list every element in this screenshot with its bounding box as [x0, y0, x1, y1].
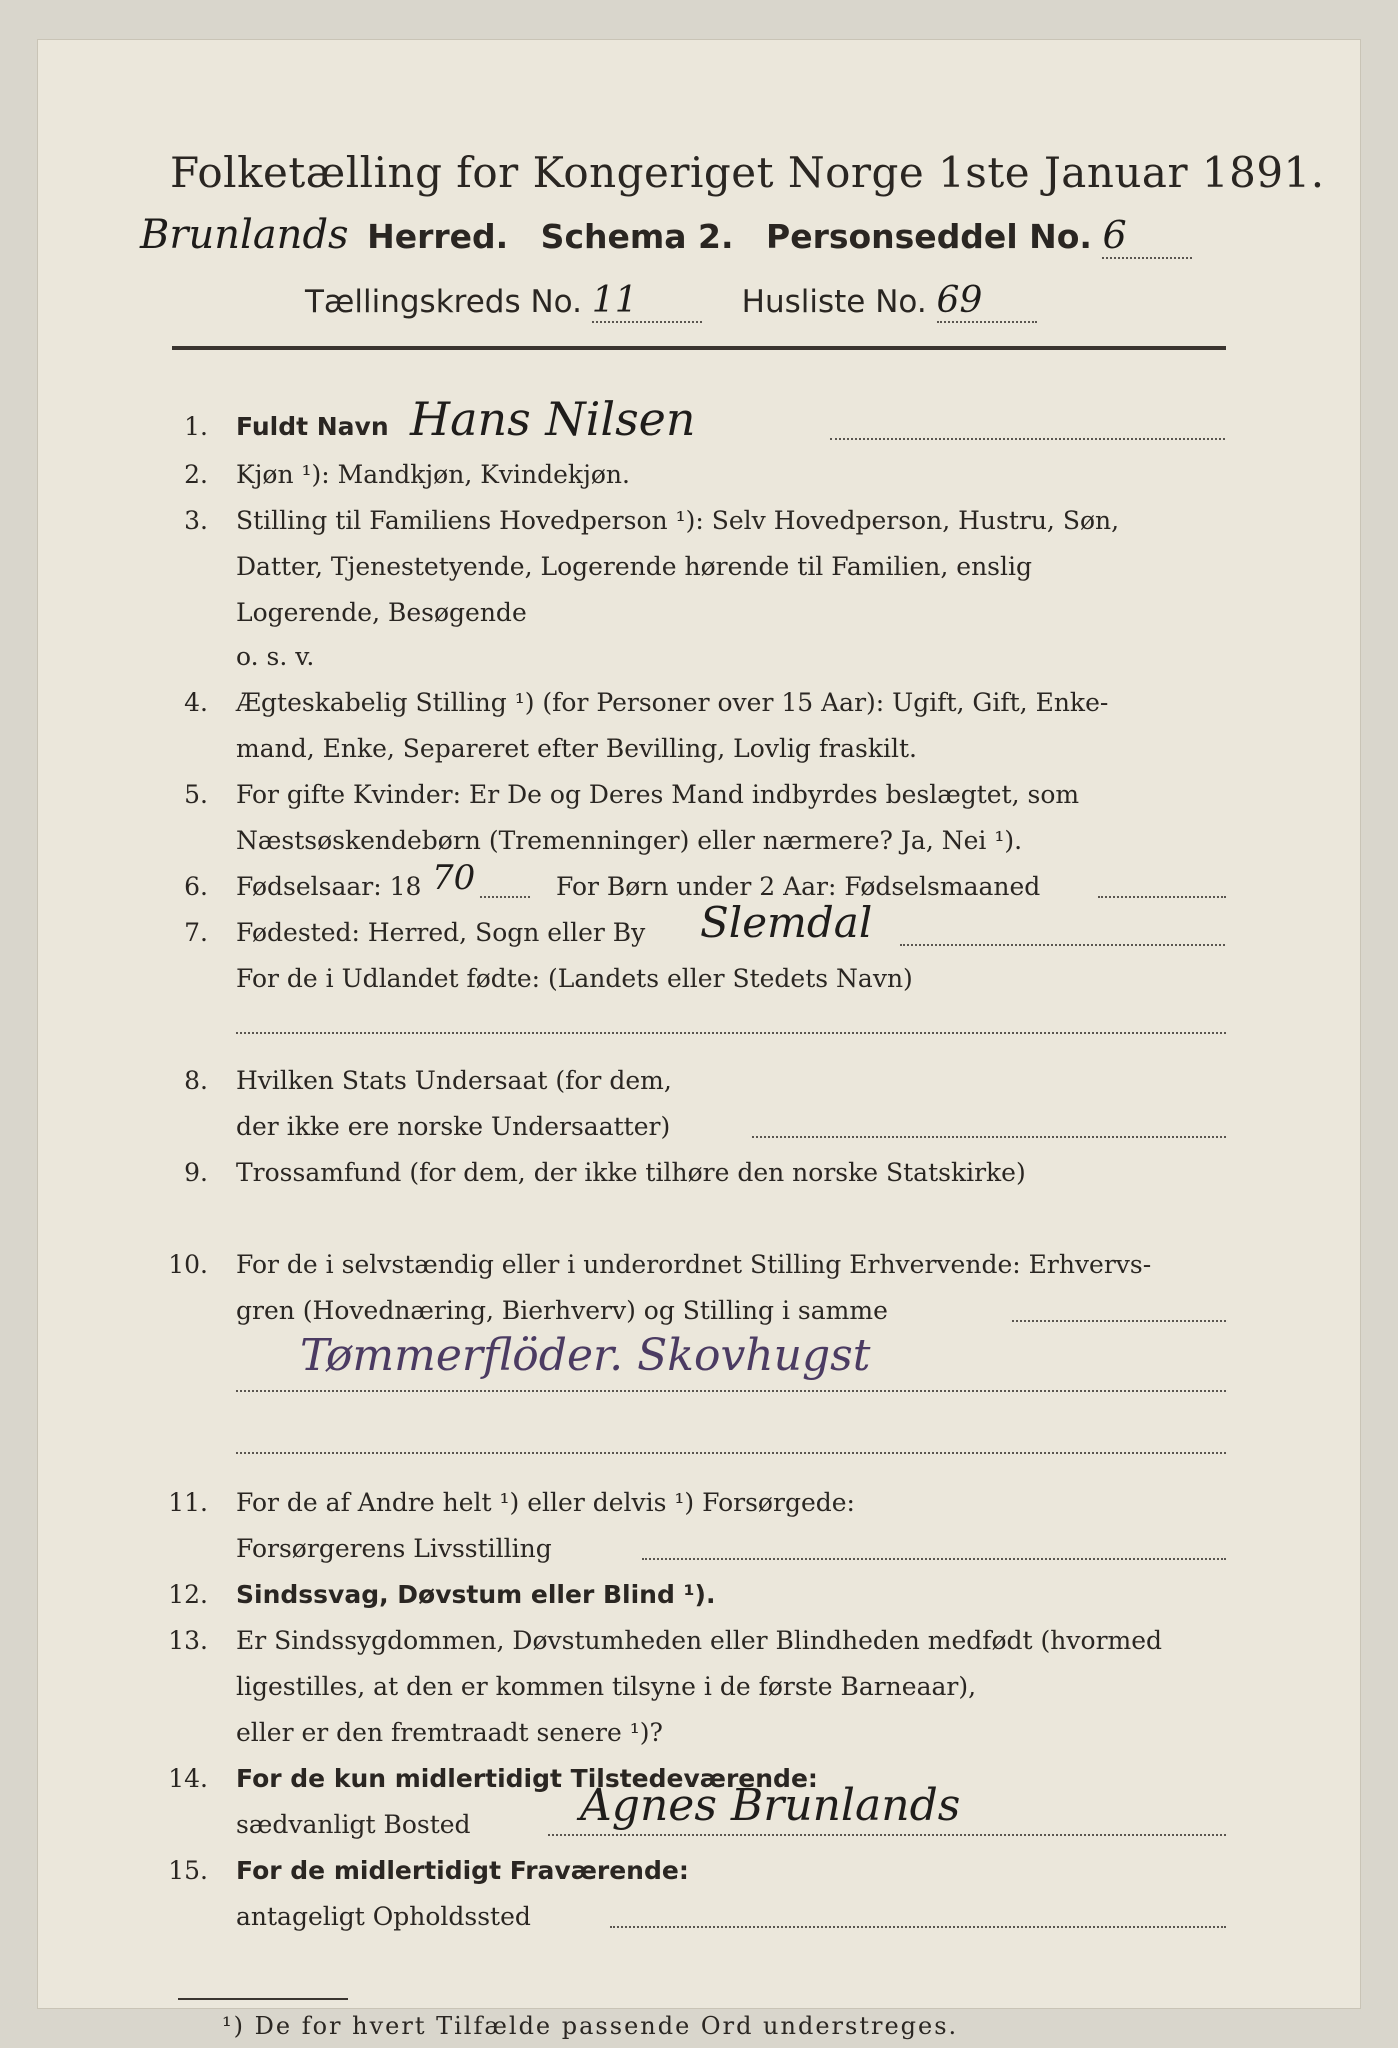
- footnote-rule: [178, 1998, 348, 2000]
- item-line: Hvilken Stats Undersaat (for dem,: [236, 1066, 672, 1095]
- item-line: Trossamfund (for dem, der ikke tilhøre den norske Statskirke): [236, 1158, 1026, 1187]
- item-line: Er Sindssygdommen, Døvstumheden eller Blindheden medfødt (hvormed: [236, 1626, 1163, 1655]
- item-line: Fuldt Navn: [236, 412, 389, 441]
- item-line: o. s. v.: [236, 642, 315, 671]
- herred-value: Brunlands: [140, 212, 349, 258]
- item-number: 13.: [168, 1626, 208, 1655]
- item-number: 5.: [184, 780, 208, 809]
- item-line: Næstsøskendebørn (Tremenninger) eller nærmere? Ja, Nei ¹).: [236, 826, 1023, 855]
- dotted-fill: [830, 438, 1225, 440]
- husliste-value: 69: [937, 280, 1037, 323]
- item-value: Agnes Brunlands: [580, 1780, 961, 1831]
- personseddel-label: Personseddel No.: [766, 217, 1092, 256]
- dotted-fill: [1098, 896, 1226, 898]
- item-line: Logerende, Besøgende: [236, 598, 527, 627]
- kreds-label: Tællingskreds No.: [305, 284, 582, 320]
- item-line: der ikke ere norske Undersaatter): [236, 1112, 671, 1141]
- item-number: 4.: [184, 688, 208, 717]
- item-number: 15.: [168, 1856, 208, 1885]
- dotted-fill: [236, 1390, 1226, 1392]
- item-value: Tømmerflöder. Skovhugst: [300, 1330, 871, 1381]
- item-number: 3.: [184, 506, 208, 535]
- census-form-sheet: [38, 40, 1360, 2008]
- item-line: Fødested: Herred, Sogn eller By: [236, 918, 646, 947]
- dotted-fill: [480, 896, 530, 898]
- item-line: Ægteskabelig Stilling ¹) (for Personer over 15 Aar): Ugift, Gift, Enke-: [236, 688, 1109, 717]
- item-value: 70: [432, 858, 476, 898]
- item-line: For de i selvstændig eller i underordnet Stilling Erhvervende: Erhvervs-: [236, 1250, 1152, 1279]
- item-line: Stilling til Familiens Hovedperson ¹): Selv Hovedperson, Hustru, Søn,: [236, 506, 1120, 535]
- item-line: gren (Hovednæring, Bierhverv) og Stilling i samme: [236, 1296, 888, 1325]
- dotted-fill: [236, 1452, 1226, 1454]
- item-number: 2.: [184, 460, 208, 489]
- item-value: Slemdal: [700, 898, 873, 947]
- item-value: Hans Nilsen: [410, 392, 696, 446]
- dotted-fill: [900, 944, 1225, 946]
- item-line: Kjøn ¹): Mandkjøn, Kvindekjøn.: [236, 460, 630, 489]
- item-line: Datter, Tjenestetyende, Logerende hørende til Familien, enslig: [236, 552, 1033, 581]
- dotted-fill: [1012, 1320, 1226, 1322]
- item-line: Sindssvag, Døvstum eller Blind ¹).: [236, 1580, 716, 1609]
- item-number: 7.: [184, 918, 208, 947]
- item-line: For de i Udlandet fødte: (Landets eller Stedets Navn): [236, 964, 913, 993]
- item-line: For gifte Kvinder: Er De og Deres Mand indbyrdes beslægtet, som: [236, 780, 1080, 809]
- item-line: For Børn under 2 Aar: Fødselsmaaned: [556, 872, 1041, 901]
- schema-label: Schema 2.: [540, 217, 734, 256]
- header-rule: [172, 346, 1226, 350]
- item-line: sædvanligt Bosted: [236, 1810, 471, 1839]
- dotted-fill: [752, 1136, 1226, 1138]
- item-number: 14.: [168, 1764, 208, 1793]
- item-line: Fødselsaar: 18: [236, 872, 422, 901]
- item-line: Forsørgerens Livsstilling: [236, 1534, 552, 1563]
- herred-line: [140, 212, 1192, 259]
- item-line: mand, Enke, Separeret efter Bevilling, Lovlig fraskilt.: [236, 734, 917, 763]
- dotted-fill: [548, 1834, 1226, 1836]
- kreds-line: [305, 280, 1037, 323]
- footnote: ¹) De for hvert Tilfælde passende Ord understreges.: [222, 2012, 959, 2040]
- kreds-value: 11: [592, 280, 702, 323]
- dotted-fill: [642, 1558, 1226, 1560]
- item-number: 1.: [184, 412, 208, 441]
- husliste-label: Husliste No.: [741, 284, 927, 320]
- item-number: 6.: [184, 872, 208, 901]
- item-line: antageligt Opholdssted: [236, 1902, 531, 1931]
- item-line: For de kun midlertidigt Tilstedeværende:: [236, 1764, 818, 1793]
- item-line: ligestilles, at den er kommen tilsyne i de første Barneaar),: [236, 1672, 977, 1701]
- personseddel-value: 6: [1102, 213, 1192, 259]
- item-number: 9.: [184, 1158, 208, 1187]
- item-number: 11.: [168, 1488, 208, 1517]
- item-number: 12.: [168, 1580, 208, 1609]
- item-line: For de midlertidigt Fraværende:: [236, 1856, 689, 1885]
- form-title: Folketælling for Kongeriget Norge 1ste Januar 1891.: [170, 148, 1325, 197]
- item-line: For de af Andre helt ¹) eller delvis ¹) Forsørgede:: [236, 1488, 855, 1517]
- dotted-fill: [610, 1926, 1226, 1928]
- item-number: 10.: [168, 1250, 208, 1279]
- item-number: 8.: [184, 1066, 208, 1095]
- item-line: eller er den fremtraadt senere ¹)?: [236, 1718, 663, 1747]
- dotted-fill: [236, 1032, 1226, 1034]
- herred-label: Herred.: [367, 217, 509, 256]
